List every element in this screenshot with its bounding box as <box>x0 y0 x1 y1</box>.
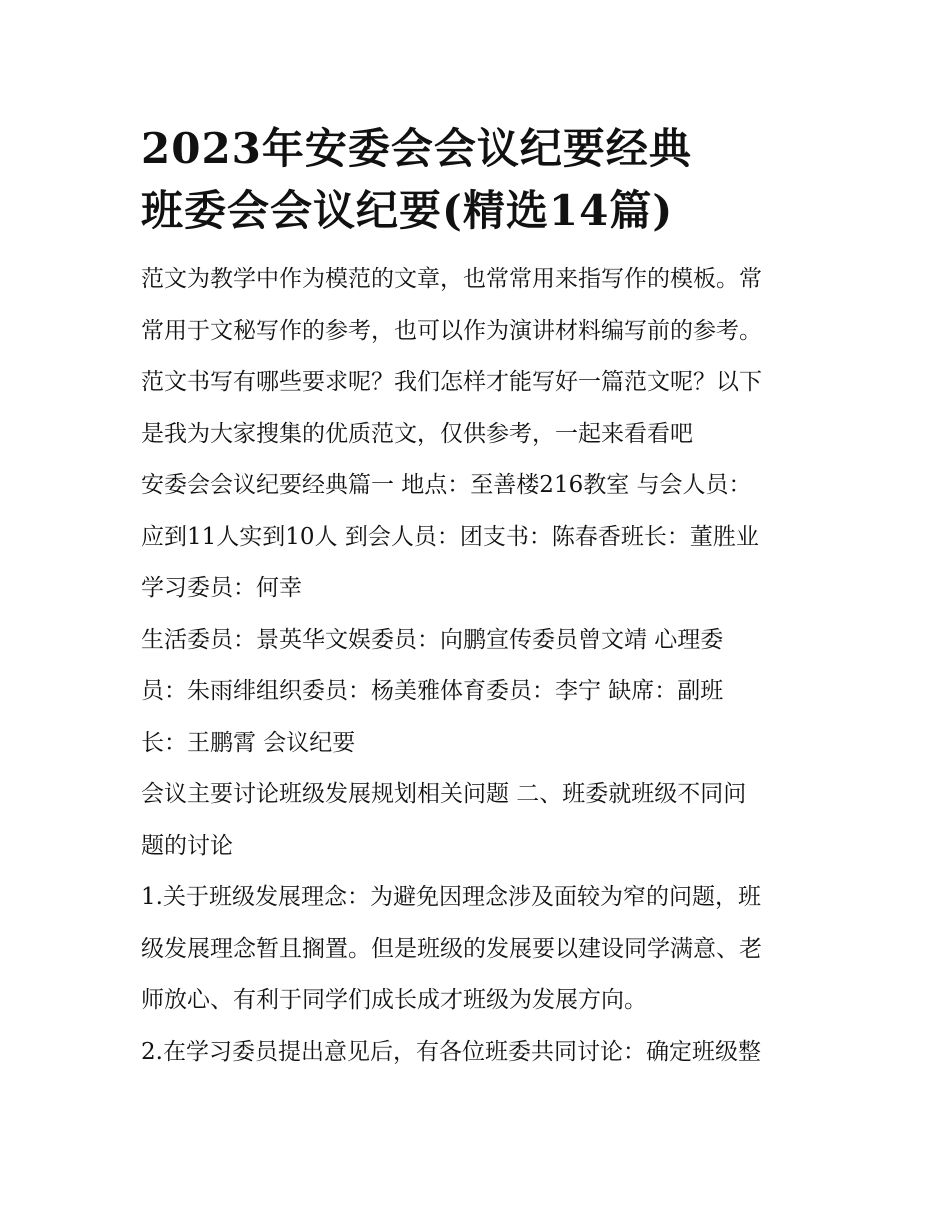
document-body <box>141 254 821 1078</box>
text-line: 生活委员：景英华文娱委员：向鹏宣传委员曾文靖 心理委 <box>141 626 724 653</box>
text-line: 会议主要讨论班级发展规划相关问题 二、班委就班级不同问 <box>141 781 747 807</box>
text-line: 长：王鹏霄 会议纪要 <box>141 729 356 756</box>
text-line: 师放心、有利于同学们成长成才班级为发展方向。 <box>141 987 647 1013</box>
text-line: 是我为大家搜集的优质范文，仅供参考，一起来看看吧 <box>141 420 693 447</box>
text-line: 安委会会议纪要经典篇一 地点：至善楼216教室 与会人员： <box>141 472 752 498</box>
text-line: 2.在学习委员提出意见后，有各位班委共同讨论：确定班级整 <box>141 1038 761 1065</box>
text-line: 题的讨论 <box>141 832 233 859</box>
text-line: 范文为教学中作为模范的文章，也常常用来指写作的模板。常 <box>141 266 762 292</box>
text-line: 学习委员：何幸 <box>141 575 302 601</box>
title-line: 班委会会议纪要(精选14篇) <box>141 186 674 235</box>
text-line: 1.关于班级发展理念：为避免因理念涉及面较为窄的问题，班 <box>141 884 761 910</box>
text-line: 员：朱雨绯组织委员：杨美雅体育委员：李宁 缺席：副班 <box>141 678 724 704</box>
text-line: 级发展理念暂且搁置。但是班级的发展要以建设同学满意、老 <box>141 935 762 962</box>
text-line: 常用于文秘写作的参考，也可以作为演讲材料编写前的参考。 <box>141 317 762 344</box>
document-page <box>141 118 821 1078</box>
text-line: 应到11人实到10人 到会人员：团支书：陈春香班长：董胜业 <box>141 523 759 550</box>
text-line: 范文书写有哪些要求呢？我们怎样才能写好一篇范文呢？以下 <box>141 369 762 395</box>
document-title <box>141 118 821 242</box>
title-line: 2023年安委会会议纪要经典 <box>141 124 692 173</box>
